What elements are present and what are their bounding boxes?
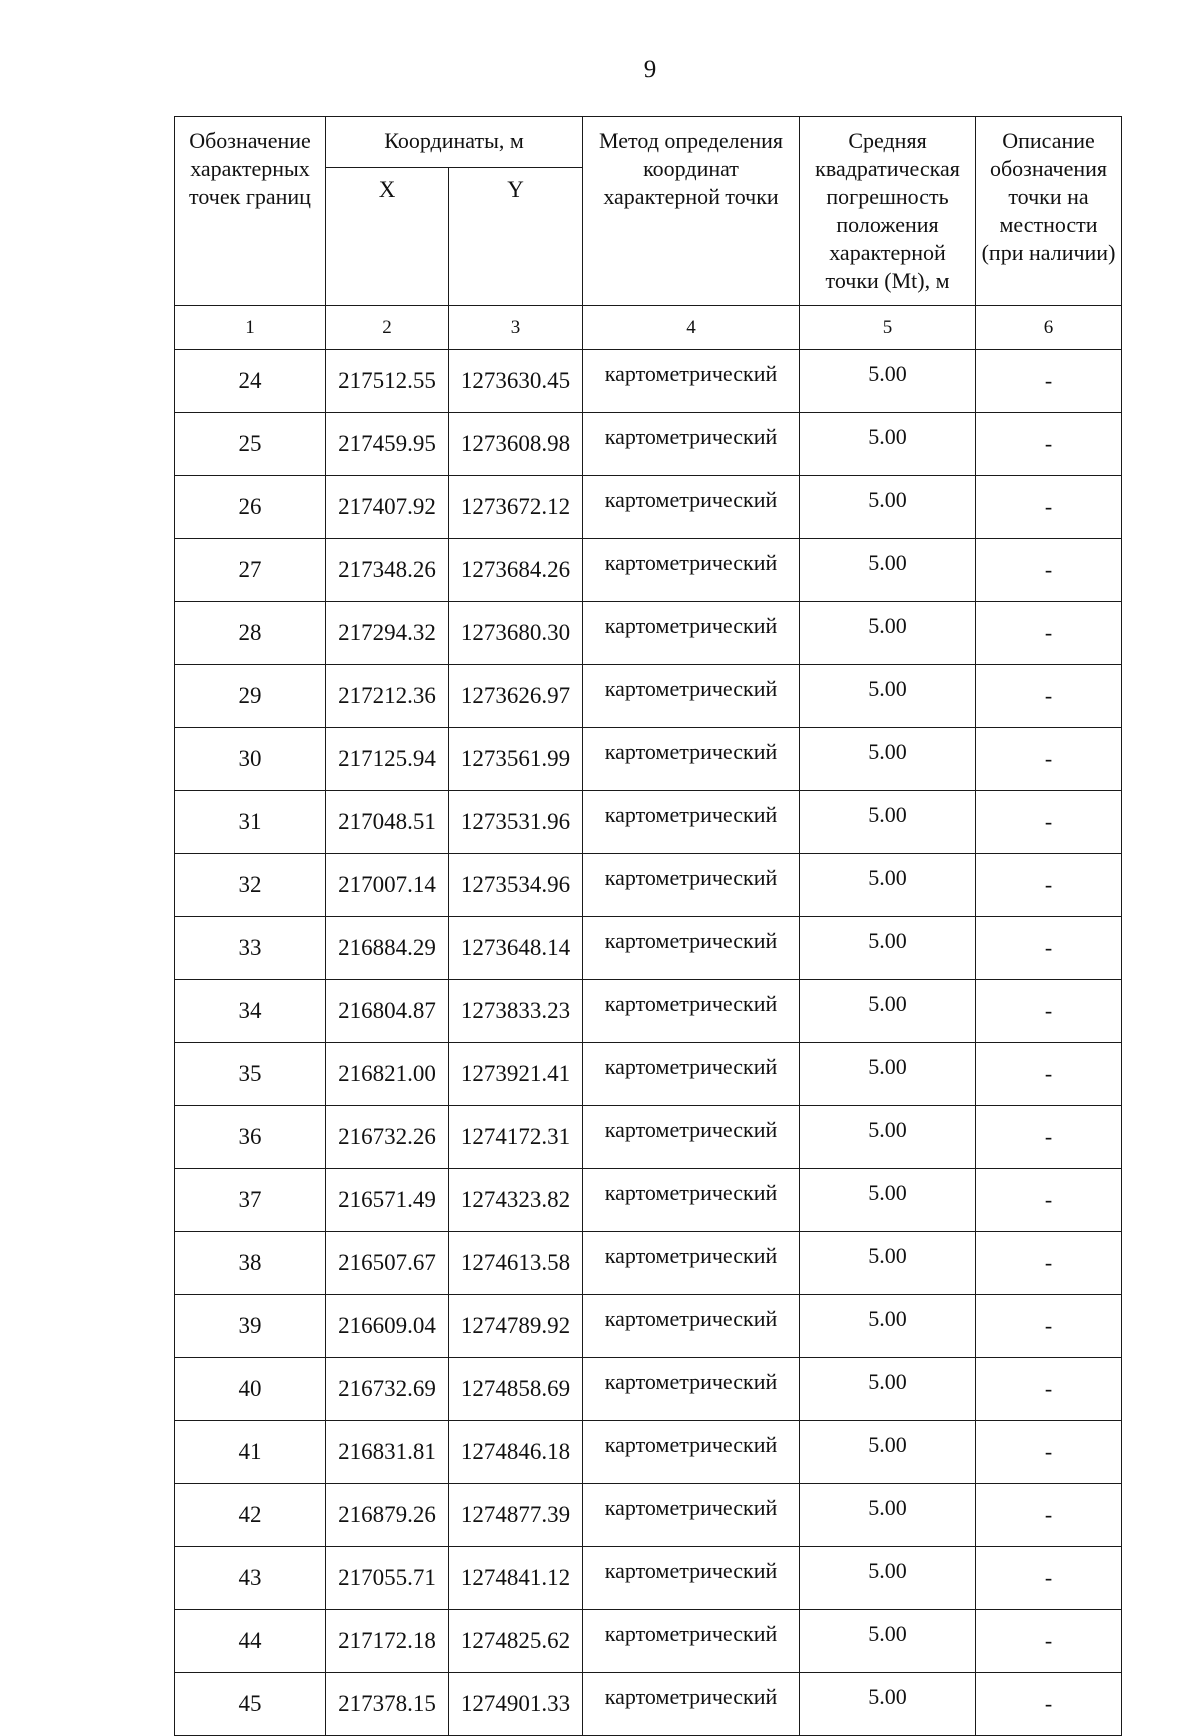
description-cell: -	[976, 665, 1122, 728]
column-number: 4	[583, 306, 800, 350]
y-coordinate-cell: 1274323.82	[449, 1169, 583, 1232]
error-cell: 5.00	[800, 791, 976, 854]
y-coordinate-cell: 1274877.39	[449, 1484, 583, 1547]
error-cell: 5.00	[800, 1610, 976, 1673]
method-cell: картометрический	[583, 665, 800, 728]
error-cell: 5.00	[800, 917, 976, 980]
point-cell: 41	[175, 1421, 326, 1484]
method-cell: картометрический	[583, 980, 800, 1043]
table-row	[175, 413, 1122, 476]
header-row	[175, 117, 1122, 168]
x-coordinate-cell: 217055.71	[326, 1547, 449, 1610]
table-row	[175, 539, 1122, 602]
y-coordinate-cell: 1274858.69	[449, 1358, 583, 1421]
description-cell: -	[976, 1232, 1122, 1295]
error-cell: 5.00	[800, 1043, 976, 1106]
table-row	[175, 1673, 1122, 1736]
description-cell: -	[976, 980, 1122, 1043]
table-row	[175, 1421, 1122, 1484]
point-cell: 40	[175, 1358, 326, 1421]
table-row	[175, 917, 1122, 980]
error-cell: 5.00	[800, 413, 976, 476]
method-cell: картометрический	[583, 1358, 800, 1421]
y-coordinate-cell: 1273672.12	[449, 476, 583, 539]
description-cell: -	[976, 1673, 1122, 1736]
error-cell: 5.00	[800, 539, 976, 602]
description-cell: -	[976, 539, 1122, 602]
error-cell: 5.00	[800, 1484, 976, 1547]
method-cell: картометрический	[583, 854, 800, 917]
method-cell: картометрический	[583, 602, 800, 665]
error-cell: 5.00	[800, 665, 976, 728]
point-cell: 37	[175, 1169, 326, 1232]
table-row	[175, 854, 1122, 917]
error-cell: 5.00	[800, 1295, 976, 1358]
table-row	[175, 1610, 1122, 1673]
error-cell: 5.00	[800, 980, 976, 1043]
y-coordinate-cell: 1273608.98	[449, 413, 583, 476]
method-cell: картометрический	[583, 476, 800, 539]
table-row	[175, 1295, 1122, 1358]
method-cell: картометрический	[583, 539, 800, 602]
column-number: 6	[976, 306, 1122, 350]
description-cell: -	[976, 1358, 1122, 1421]
y-coordinate-cell: 1273531.96	[449, 791, 583, 854]
table-row	[175, 1547, 1122, 1610]
y-coordinate-cell: 1273684.26	[449, 539, 583, 602]
point-cell: 33	[175, 917, 326, 980]
column-number: 3	[449, 306, 583, 350]
table-row	[175, 1106, 1122, 1169]
method-cell: картометрический	[583, 1295, 800, 1358]
point-cell: 32	[175, 854, 326, 917]
column-number: 5	[800, 306, 976, 350]
description-cell: -	[976, 1169, 1122, 1232]
x-coordinate-cell: 217294.32	[326, 602, 449, 665]
error-cell: 5.00	[800, 1421, 976, 1484]
y-coordinate-cell: 1274846.18	[449, 1421, 583, 1484]
error-cell: 5.00	[800, 728, 976, 791]
y-coordinate-cell: 1274841.12	[449, 1547, 583, 1610]
column-number: 2	[326, 306, 449, 350]
method-cell: картометрический	[583, 1484, 800, 1547]
x-coordinate-cell: 216571.49	[326, 1169, 449, 1232]
table-row	[175, 665, 1122, 728]
x-coordinate-cell: 216831.81	[326, 1421, 449, 1484]
x-coordinate-cell: 217172.18	[326, 1610, 449, 1673]
method-cell: картометрический	[583, 1232, 800, 1295]
description-cell: -	[976, 917, 1122, 980]
x-coordinate-cell: 216879.26	[326, 1484, 449, 1547]
error-cell: 5.00	[800, 1232, 976, 1295]
error-cell: 5.00	[800, 1547, 976, 1610]
point-cell: 25	[175, 413, 326, 476]
y-coordinate-cell: 1273534.96	[449, 854, 583, 917]
point-cell: 36	[175, 1106, 326, 1169]
point-cell: 31	[175, 791, 326, 854]
point-cell: 43	[175, 1547, 326, 1610]
point-cell: 29	[175, 665, 326, 728]
column-number: 1	[175, 306, 326, 350]
error-cell: 5.00	[800, 602, 976, 665]
x-coordinate-cell: 216507.67	[326, 1232, 449, 1295]
method-cell: картометрический	[583, 728, 800, 791]
method-cell: картометрический	[583, 791, 800, 854]
point-cell: 26	[175, 476, 326, 539]
description-cell: -	[976, 350, 1122, 413]
point-cell: 27	[175, 539, 326, 602]
y-coordinate-cell: 1273626.97	[449, 665, 583, 728]
y-coordinate-cell: 1273561.99	[449, 728, 583, 791]
header-description: Описание обозначения точки на местности (при наличии)	[976, 117, 1122, 306]
y-coordinate-cell: 1273921.41	[449, 1043, 583, 1106]
description-cell: -	[976, 1421, 1122, 1484]
description-cell: -	[976, 1547, 1122, 1610]
error-cell: 5.00	[800, 1673, 976, 1736]
error-cell: 5.00	[800, 1169, 976, 1232]
y-coordinate-cell: 1274789.92	[449, 1295, 583, 1358]
point-cell: 34	[175, 980, 326, 1043]
header-error: Средняя квадратическая погрешность положения характерной точки (Mt), м	[800, 117, 976, 306]
table-row	[175, 602, 1122, 665]
error-cell: 5.00	[800, 476, 976, 539]
header-coordinates: Координаты, м	[326, 117, 583, 168]
error-cell: 5.00	[800, 1106, 976, 1169]
table-row	[175, 1169, 1122, 1232]
table-row	[175, 1358, 1122, 1421]
description-cell: -	[976, 602, 1122, 665]
point-cell: 28	[175, 602, 326, 665]
y-coordinate-cell: 1274825.62	[449, 1610, 583, 1673]
table-row	[175, 476, 1122, 539]
x-coordinate-cell: 216821.00	[326, 1043, 449, 1106]
x-coordinate-cell: 216884.29	[326, 917, 449, 980]
description-cell: -	[976, 1043, 1122, 1106]
table-row	[175, 791, 1122, 854]
y-coordinate-cell: 1273680.30	[449, 602, 583, 665]
page-number: 9	[643, 56, 657, 83]
description-cell: -	[976, 1484, 1122, 1547]
table-row	[175, 1484, 1122, 1547]
y-coordinate-cell: 1273630.45	[449, 350, 583, 413]
y-coordinate-cell: 1274172.31	[449, 1106, 583, 1169]
method-cell: картометрический	[583, 350, 800, 413]
method-cell: картометрический	[583, 1547, 800, 1610]
x-coordinate-cell: 216732.26	[326, 1106, 449, 1169]
coordinates-table	[174, 116, 1122, 1736]
table-row	[175, 728, 1122, 791]
point-cell: 35	[175, 1043, 326, 1106]
point-cell: 24	[175, 350, 326, 413]
method-cell: картометрический	[583, 1421, 800, 1484]
table-row	[175, 350, 1122, 413]
x-coordinate-cell: 217348.26	[326, 539, 449, 602]
y-coordinate-cell: 1273833.23	[449, 980, 583, 1043]
method-cell: картометрический	[583, 1106, 800, 1169]
x-coordinate-cell: 216609.04	[326, 1295, 449, 1358]
method-cell: картометрический	[583, 1043, 800, 1106]
description-cell: -	[976, 854, 1122, 917]
x-coordinate-cell: 217378.15	[326, 1673, 449, 1736]
x-coordinate-cell: 217459.95	[326, 413, 449, 476]
method-cell: картометрический	[583, 1169, 800, 1232]
x-coordinate-cell: 217212.36	[326, 665, 449, 728]
table-row	[175, 1232, 1122, 1295]
x-coordinate-cell: 217125.94	[326, 728, 449, 791]
method-cell: картометрический	[583, 413, 800, 476]
x-coordinate-cell: 216732.69	[326, 1358, 449, 1421]
table-row	[175, 980, 1122, 1043]
x-coordinate-cell: 217048.51	[326, 791, 449, 854]
error-cell: 5.00	[800, 350, 976, 413]
description-cell: -	[976, 791, 1122, 854]
description-cell: -	[976, 1610, 1122, 1673]
method-cell: картометрический	[583, 917, 800, 980]
point-cell: 38	[175, 1232, 326, 1295]
point-cell: 30	[175, 728, 326, 791]
point-cell: 45	[175, 1673, 326, 1736]
x-coordinate-cell: 216804.87	[326, 980, 449, 1043]
x-coordinate-cell: 217007.14	[326, 854, 449, 917]
point-cell: 42	[175, 1484, 326, 1547]
x-coordinate-cell: 217512.55	[326, 350, 449, 413]
y-coordinate-cell: 1274613.58	[449, 1232, 583, 1295]
method-cell: картометрический	[583, 1610, 800, 1673]
x-coordinate-cell: 217407.92	[326, 476, 449, 539]
description-cell: -	[976, 476, 1122, 539]
error-cell: 5.00	[800, 854, 976, 917]
method-cell: картометрический	[583, 1673, 800, 1736]
description-cell: -	[976, 1106, 1122, 1169]
header-y: Y	[449, 168, 583, 306]
point-cell: 39	[175, 1295, 326, 1358]
header-point: Обозначение характерных точек границ	[175, 117, 326, 306]
table-row	[175, 1043, 1122, 1106]
description-cell: -	[976, 728, 1122, 791]
description-cell: -	[976, 413, 1122, 476]
header-x: X	[326, 168, 449, 306]
error-cell: 5.00	[800, 1358, 976, 1421]
point-cell: 44	[175, 1610, 326, 1673]
description-cell: -	[976, 1295, 1122, 1358]
y-coordinate-cell: 1273648.14	[449, 917, 583, 980]
header-method: Метод определения координат характерной точки	[583, 117, 800, 306]
column-number-row	[175, 306, 1122, 350]
y-coordinate-cell: 1274901.33	[449, 1673, 583, 1736]
